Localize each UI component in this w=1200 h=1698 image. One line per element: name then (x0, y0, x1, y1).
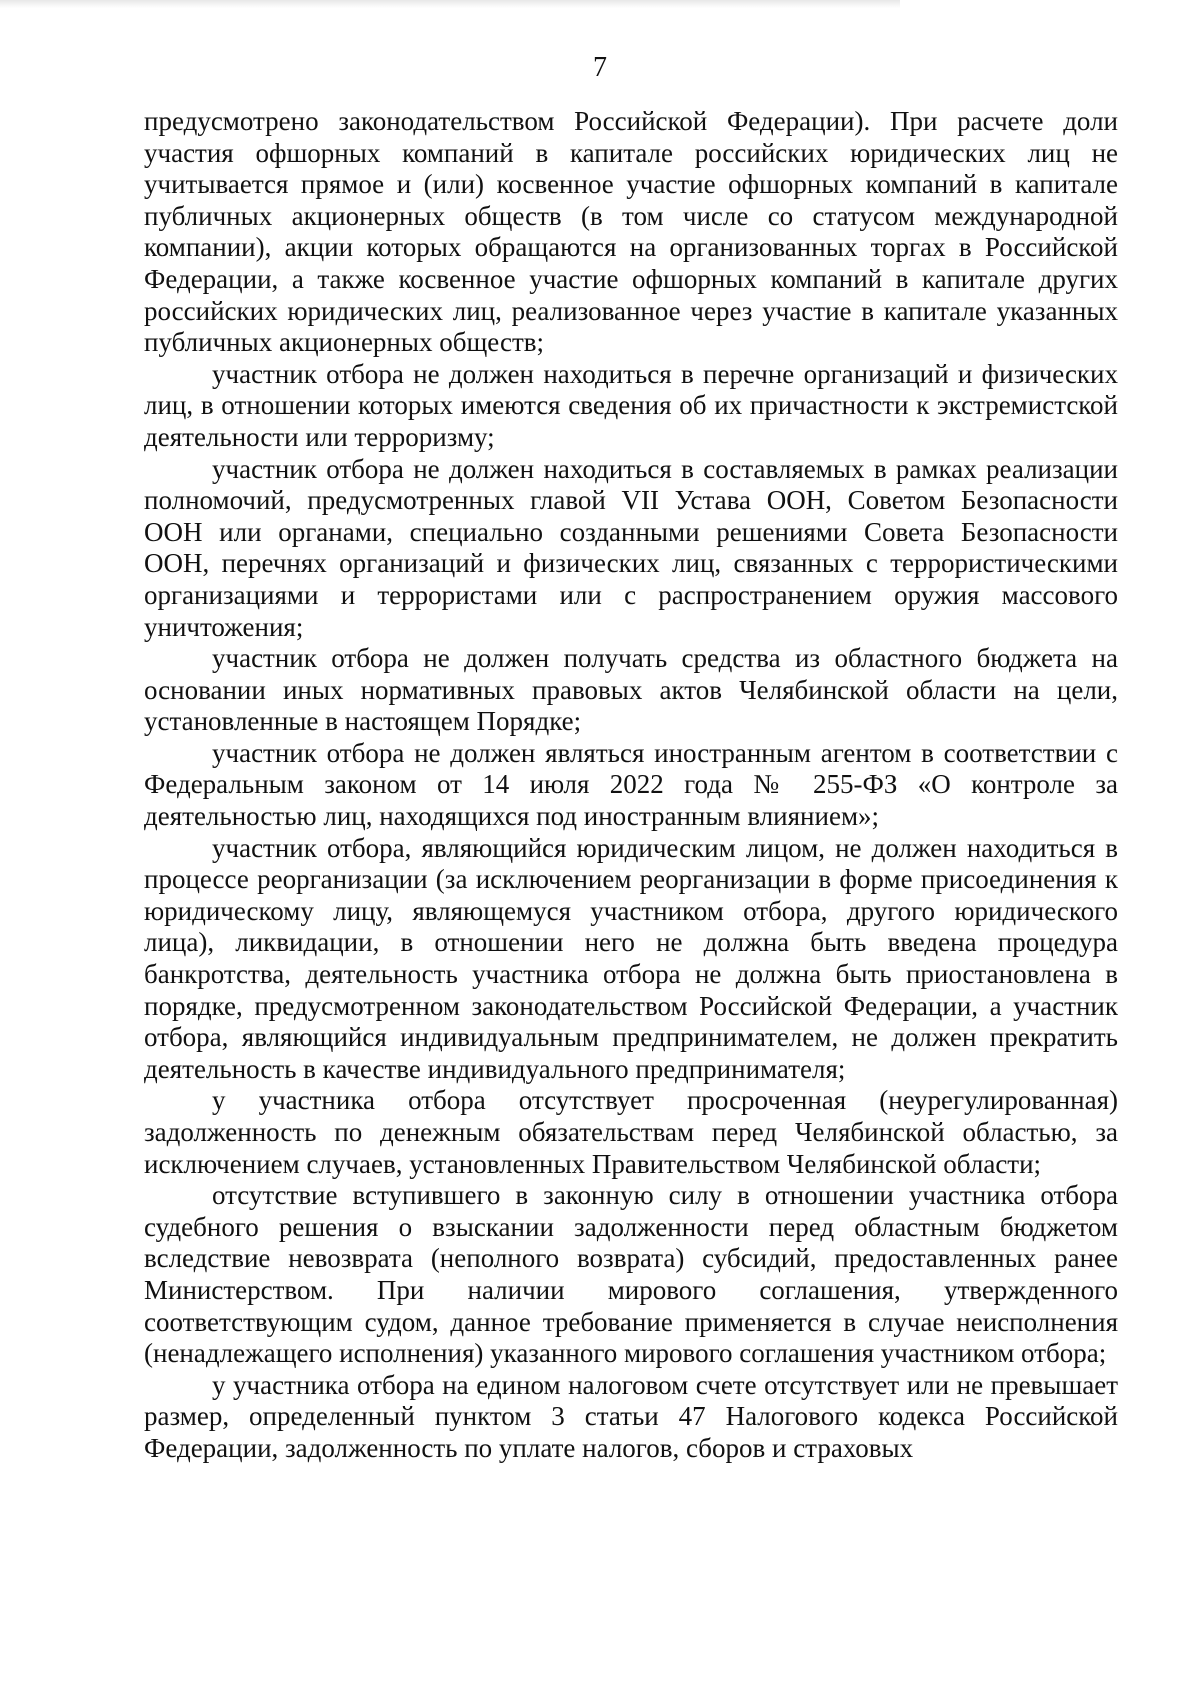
paragraph-overdue-debt: у участника отбора отсутствует просроченная (неурегулированная) задолженность по денежным обязательствам перед Челябинской областью, за исключением случаев, установленных Правительством Челябинской области; (144, 1085, 1118, 1179)
paragraph-other-budget-funds: участник отбора не должен получать средства из областного бюджета на основании иных нормативных правовых актов Челябинской области на цели, установленные в настоящем Порядке; (144, 643, 1118, 737)
paragraph-extremism-list: участник отбора не должен находиться в перечне организаций и физических лиц, в отношении которых имеются сведения об их причастности к экстремистской деятельности или терроризму; (144, 358, 1118, 452)
paragraph-un-sanctions-list: участник отбора не должен находиться в составляемых в рамках реализации полномочий, предусмотренных главой VII Устава ООН, Советом Безопасности ООН или органами, специально созданными решениями Совета Безопасности ООН, перечнях организаций и физических лиц, связанных с террористическими организациями и террористами или с распространением оружия массового уничтожения; (144, 453, 1118, 642)
paragraph-continuation: предусмотрено законодательством Российской Федерации). При расчете доли участия офшорных компаний в капитале российских юридических лиц не учитывается прямое и (или) косвенное участие офшорных компаний в капитале публичных акционерных обществ (в том числе со статусом международной компании), акции которых обращаются на организованных торгах в Российской Федерации, а также косвенное участие офшорных компаний в капитале других российских юридических лиц, реализованное через участие в капитале указанных публичных акционерных обществ; (144, 106, 1118, 358)
paragraph-tax-account: у участника отбора на едином налоговом счете отсутствует или не превышает размер, определенный пунктом 3 статьи 47 Налогового кодекса Российской Федерации, задолженность по уплате налогов, сборов и страховых (144, 1369, 1118, 1463)
document-body (144, 106, 1118, 1465)
scan-edge (0, 0, 900, 8)
paragraph-reorganization: участник отбора, являющийся юридическим лицом, не должен находиться в процессе реорганизации (за исключением реорганизации в форме присоединения к юридическому лицу, являющемуся участником отбора, другого юридического лица), ликвидации, в отношении него не должна быть введена процедура банкротства, деятельность участника отбора не должна быть приостановлена в порядке, предусмотренном законодательством Российской Федерации, а участник отбора, являющийся индивидуальным предпринимателем, не должен прекратить деятельность в качестве индивидуального предпринимателя; (144, 832, 1118, 1084)
page-number: 7 (593, 52, 607, 83)
paragraph-foreign-agent: участник отбора не должен являться иностранным агентом в соответствии с Федеральным законом от 14 июля 2022 года № 255-ФЗ «О контроле за деятельностью лиц, находящихся под иностранным влиянием»; (144, 737, 1118, 832)
paragraph-court-decision: отсутствие вступившего в законную силу в отношении участника отбора судебного решения о взыскании задолженности перед областным бюджетом вследствие невозврата (неполного возврата) субсидий, предоставленных ранее Министерством. При наличии мирового соглашения, утвержденного соответствующим судом, данное требование применяется в случае неисполнения (ненадлежащего исполнения) указанного мирового соглашения участником отбора; (144, 1180, 1118, 1369)
